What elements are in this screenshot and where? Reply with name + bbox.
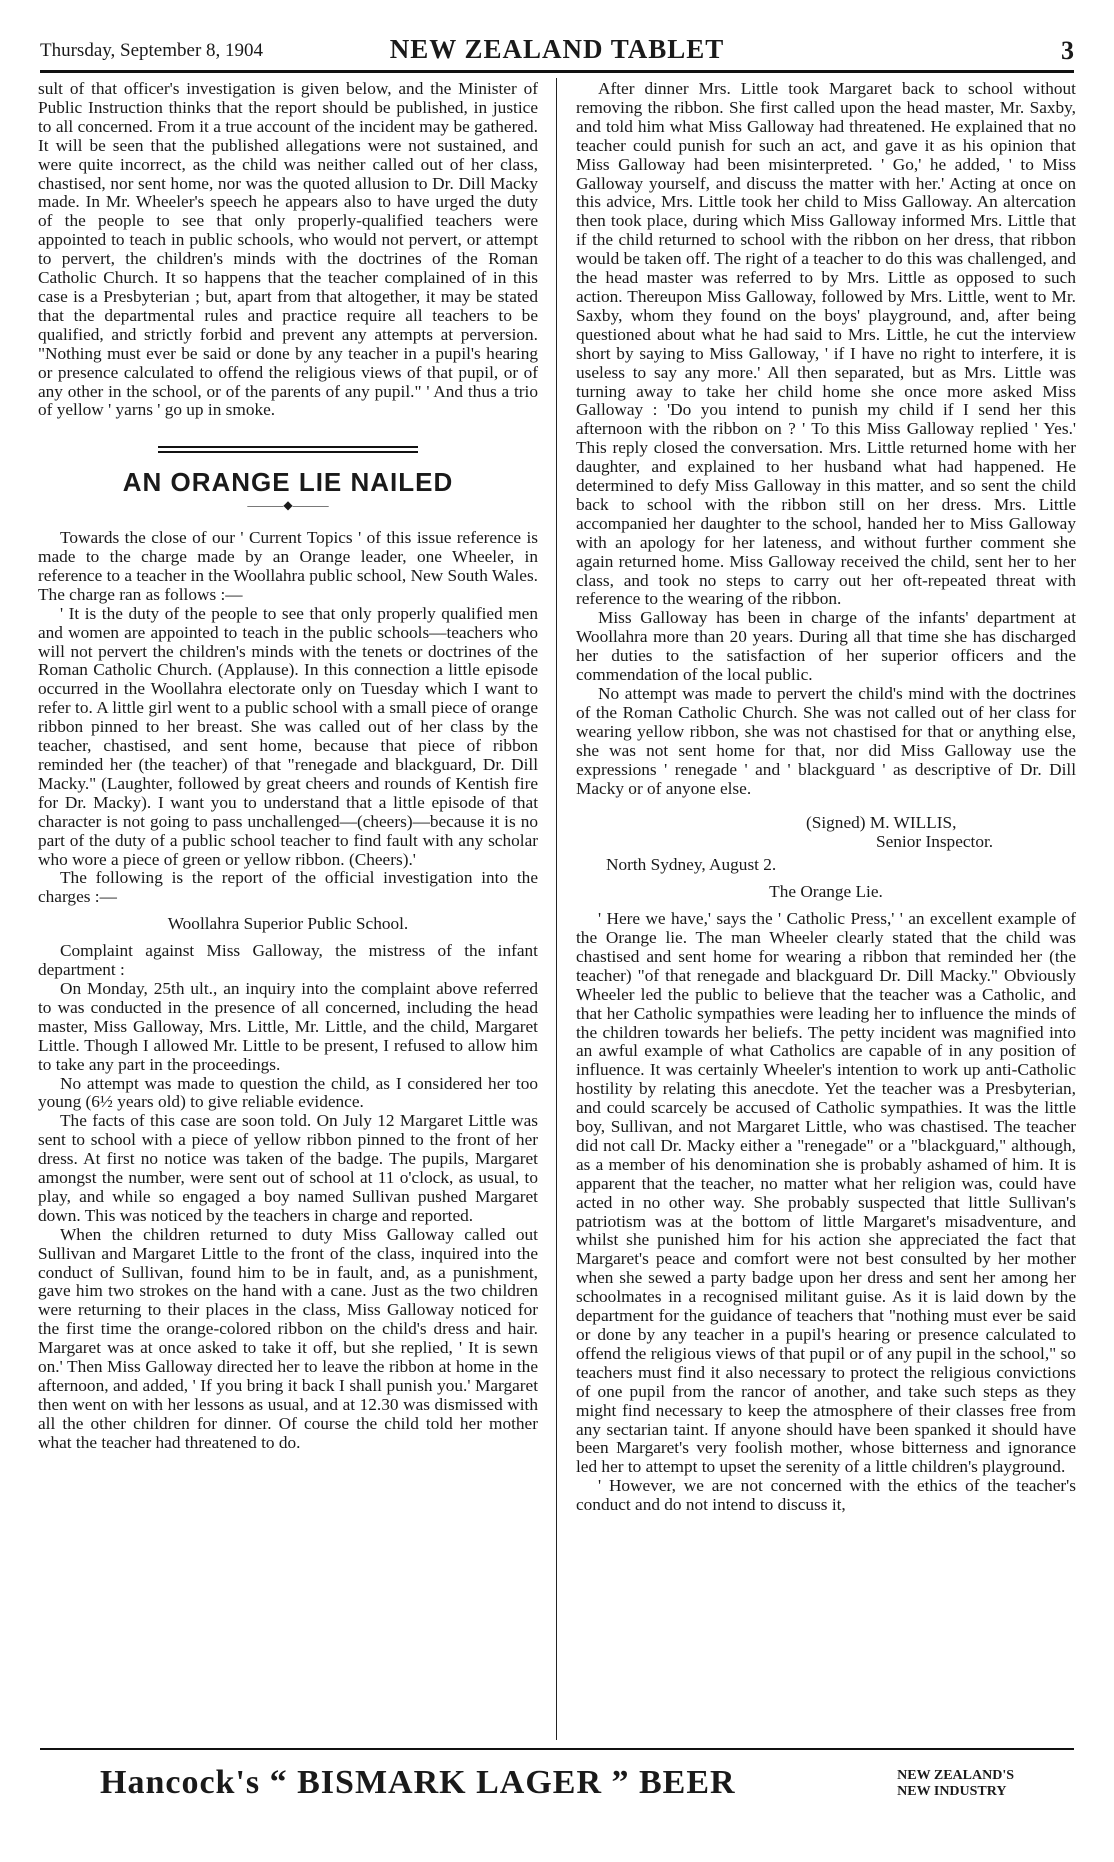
subheading: The Orange Lie. bbox=[769, 882, 883, 902]
page-header bbox=[40, 30, 1074, 70]
article-paragraph: ' Here we have,' says the ' Catholic Press,' ' an excellent example of the Orange lie. The man Wheeler clearly stated that the child was chastised and sent home for wearing a ribbon that reminded her (the teacher) "of that renegade and blackguard Dr. Dill Macky." Obviously Wheeler led the public to believe that the teacher was a Catholic, and that her Catholic sympathies were leading her to influence the minds of the children towards her beliefs. The petty incident was magnified into an awful example of what Catholics are capable of in any position of influence. It was certainly Wheeler's intention to work up anti-Catholic hostility by relating this anecdote. Yet the teacher was a Presbyterian, and could scarcely be accused of Catholic sympathies. It was the little boy, Sullivan, and not Margaret Little, who was chastised. The teacher did not call Dr. Macky either a "renegade" or a "blackguard," although, as a member of his denomination she is probably ashamed of him. It is apparent that the teacher, no matter what her religion was, could have acted in no other way. She probably suspected that little Sullivan's patriotism was at the bottom of little Margaret's misadventure, and whilst she punished him for his action she appreciated the fact that Margaret's peace and comfort were not best consulted by her mother when she sewed a party badge upon her dress and sent her among her schoolmates in a recognised militant guise. As it is laid down by the department for the guidance of teachers that "nothing must ever be said or done by any teacher in a pupil's hearing or presence calculated to offend the religious views of that pupil or of any pupil in the school," so teachers must find it also necessary to protect the religious convictions of one pupil from the rancor of another, and take such steps as they might find necessary to keep the atmosphere of their classes free from any sectarian taint. If anyone should have been spanked it should have been Margaret's very foolish mother, whose bitterness and ignorance led her to attempt to upset the serenity of a little children's playground. bbox=[576, 909, 1076, 1477]
page-number: 3 bbox=[1061, 36, 1074, 65]
intro-paragraph: sult of that officer's investigation is given below, and the Minister of Public Instruction thinks that the report should be published, in justice to all concerned. From it a true account of the incident may be gathered. It will be seen that the published allegations were not sustained, and were quite incorrect, as the child was neither called out of her class, chastised, nor sent home, nor was the quoted allusion to Dr. Dill Macky made. In Mr. Wheeler's speech he appears also to have urged the duty of the people to see that only properly-qualified teachers were appointed to teach in public schools, who would not pervert, or attempt to pervert, the children's minds with the doctrines of the Roman Catholic Church. It so happens that the teacher complained of in this case is a Presbyterian ; but, apart from that altogether, it may be stated that the departmental rules and practice require all teachers to be qualified, and strictly forbid and prevent any attempts at perversion. "Nothing must ever be said or done by any teacher in a pupil's hearing or presence calculated to offend the religious views of that pupil, or of any other in the school, or of the parents of any pupil." ' And thus a trio of yellow ' yarns ' go up in smoke. bbox=[38, 79, 538, 420]
article-paragraph: Complaint against Miss Galloway, the mistress of the infant department : bbox=[38, 941, 538, 980]
article-paragraph: On Monday, 25th ult., an inquiry into the complaint above referred to was conducted in the presence of all concerned, including the head master, Miss Galloway, Mrs. Little, Mr. Little, and the child, Margaret Little. Though I allowed Mr. Little to be present, I refused to allow him to take any part in the proceedings. bbox=[38, 978, 538, 1074]
signature-line: (Signed) M. WILLIS, bbox=[806, 813, 957, 833]
article-paragraph: Miss Galloway has been in charge of the infants' department at Woollahra more than 20 years. During all that time she has discharged her duties to the satisfaction of her superior officers and the commendation of the local public. bbox=[576, 608, 1076, 685]
section-divider bbox=[158, 446, 418, 453]
right-column bbox=[576, 80, 1076, 1515]
header-rule bbox=[40, 70, 1074, 73]
article-headline: AN ORANGE LIE NAILED bbox=[122, 467, 454, 498]
issue-date: Thursday, September 8, 1904 bbox=[40, 40, 264, 61]
article-paragraph: No attempt was made to pervert the child's mind with the doctrines of the Roman Catholic Church. She was not called out of her class for wearing yellow ribbon, she was not chastised for that or anything else, she was not sent home for that, nor did Miss Galloway use the expressions ' renegade ' and ' blackguard ' as descriptive of Dr. Dill Macky or of anyone else. bbox=[576, 684, 1076, 798]
ornament-diamond-icon: ———◆——— bbox=[247, 498, 329, 513]
masthead-title: NEW ZEALAND TABLET bbox=[389, 34, 725, 64]
column-divider bbox=[556, 78, 557, 1740]
dateline: North Sydney, August 2. bbox=[606, 855, 777, 875]
article-paragraph: When the children returned to duty Miss Galloway called out Sullivan and Margaret Little to the front of the class, inquired into the conduct of Sullivan, found him to be in fault, and, as a punishment, gave him two strokes on the hand with a cane. Just as the two children were returning to their places in the class, Miss Galloway noticed for the first time the orange-colored ribbon on the child's dress and hair. Margaret was at once asked to take it off, but she replied, ' It is sewn on.' Then Miss Galloway directed her to leave the ribbon at home in the afternoon, and added, ' If you bring it back I shall punish you.' Margaret then went on with her lessons as usual, and at 12.30 was dismissed with all the other children for dinner. Of course the child told her mother what the teacher had threatened to do. bbox=[38, 1224, 538, 1452]
signature-title: Senior Inspector. bbox=[876, 832, 994, 852]
footer-rule bbox=[40, 1748, 1074, 1750]
article-paragraph: No attempt was made to question the child, as I considered her too young (6½ years old) to give reliable evidence. bbox=[38, 1073, 538, 1112]
article-paragraph: After dinner Mrs. Little took Margaret back to school without removing the ribbon. She first called upon the head master, Mr. Saxby, and told him what Miss Galloway had threatened. He explained that no teacher could punish for such an act, and gave it as his opinion that Miss Galloway had been misinterpreted. ' Go,' he added, ' to Miss Galloway yourself, and discuss the matter with her.' Acting at once on this advice, Mrs. Little took her child to Miss Galloway. An altercation then took place, during which Miss Galloway informed Mrs. Little that if the child returned to school with the ribbon on her dress, that ribbon would be taken off. The right of a teacher to do this was challenged, and the head master was referred to by Mrs. Little as opposed to such action. Thereupon Miss Galloway, followed by Mrs. Little, went to Mr. Saxby, whom they found on the boys' playground, and, after being questioned about what he had said to Mrs. Little, he cut the interview short by saying to Miss Galloway, ' if I have no right to interfere, it is useless to say any more.' All then separated, but as Mrs. Little was turning away to take her child home she once more asked Miss Galloway : 'Do you intend to punish my child if I send her this afternoon with the ribbon on ? ' To this Miss Galloway replied ' Yes.' This reply closed the conversation. Mrs. Little returned home with her daughter, and explained to her husband what had happened. He determined to defy Miss Galloway in this matter, and so sent the child back to school with the ribbon still on her dress. Mrs. Little accompanied her daughter to the school, handed her to Miss Galloway with an apology for her lateness, and without further comment she again returned home. Miss Galloway received the child, sent her to her class, and took no steps to carry out her oft-repeated threat with reference to the wearing of the ribbon. bbox=[576, 79, 1076, 609]
advertisement-banner bbox=[40, 1762, 1074, 1822]
tagline-line-1: NEW ZEALAND'S bbox=[897, 1768, 1014, 1783]
advertisement-text: Hancock's “ BISMARK LAGER ” BEER bbox=[100, 1764, 736, 1801]
article-paragraph: The following is the report of the official investigation into the charges :— bbox=[38, 868, 538, 907]
tagline-line-2: NEW INDUSTRY bbox=[897, 1784, 1007, 1799]
article-quote: ' It is the duty of the people to see that only properly qualified men and women are appointed to teach in the public schools—teachers who will not pervert the children's minds with the tenets or doctrines of the Roman Catholic Church. (Applause). In this connection a little episode occurred in the Woollahra electorate only on Tuesday which I want to refer to. A little girl went to a public school with a small piece of orange ribbon pinned to her breast. She was called out of her class by the teacher, chastised, and sent home, because that piece of ribbon reminded her (the teacher) of that "renegade and blackguard, Dr. Dill Macky." (Laughter, followed by great cheers and rounds of Kentish fire for Dr. Macky). I want you to understand that a little episode of that character is not going to pass unchallenged—(cheers)—because it is no part of the duty of a public school teacher to find fault with any scholar who wore a piece of green or yellow ribbon. (Cheers).' bbox=[38, 603, 538, 869]
article-paragraph: The facts of this case are soon told. On July 12 Margaret Little was sent to school with a piece of yellow ribbon pinned to the front of her dress. At first no notice was taken of the badge. The pupils, Margaret amongst the number, were sent out of school at 11 o'clock, as usual, to play, and while so engaged a boy named Sullivan pushed Margaret down. This was noticed by the teachers in charge and reported. bbox=[38, 1111, 538, 1225]
left-column bbox=[38, 80, 538, 1453]
article-paragraph: ' However, we are not concerned with the ethics of the teacher's conduct and do not intend to discuss it, bbox=[576, 1476, 1076, 1515]
school-heading: Woollahra Superior Public School. bbox=[167, 914, 409, 934]
advertisement-tagline bbox=[897, 1768, 1014, 1800]
article-paragraph: Towards the close of our ' Current Topics ' of this issue reference is made to the charge made by an Orange leader, one Wheeler, in reference to a teacher in the Woollahra public school, New South Wales. The charge ran as follows :— bbox=[38, 528, 538, 604]
